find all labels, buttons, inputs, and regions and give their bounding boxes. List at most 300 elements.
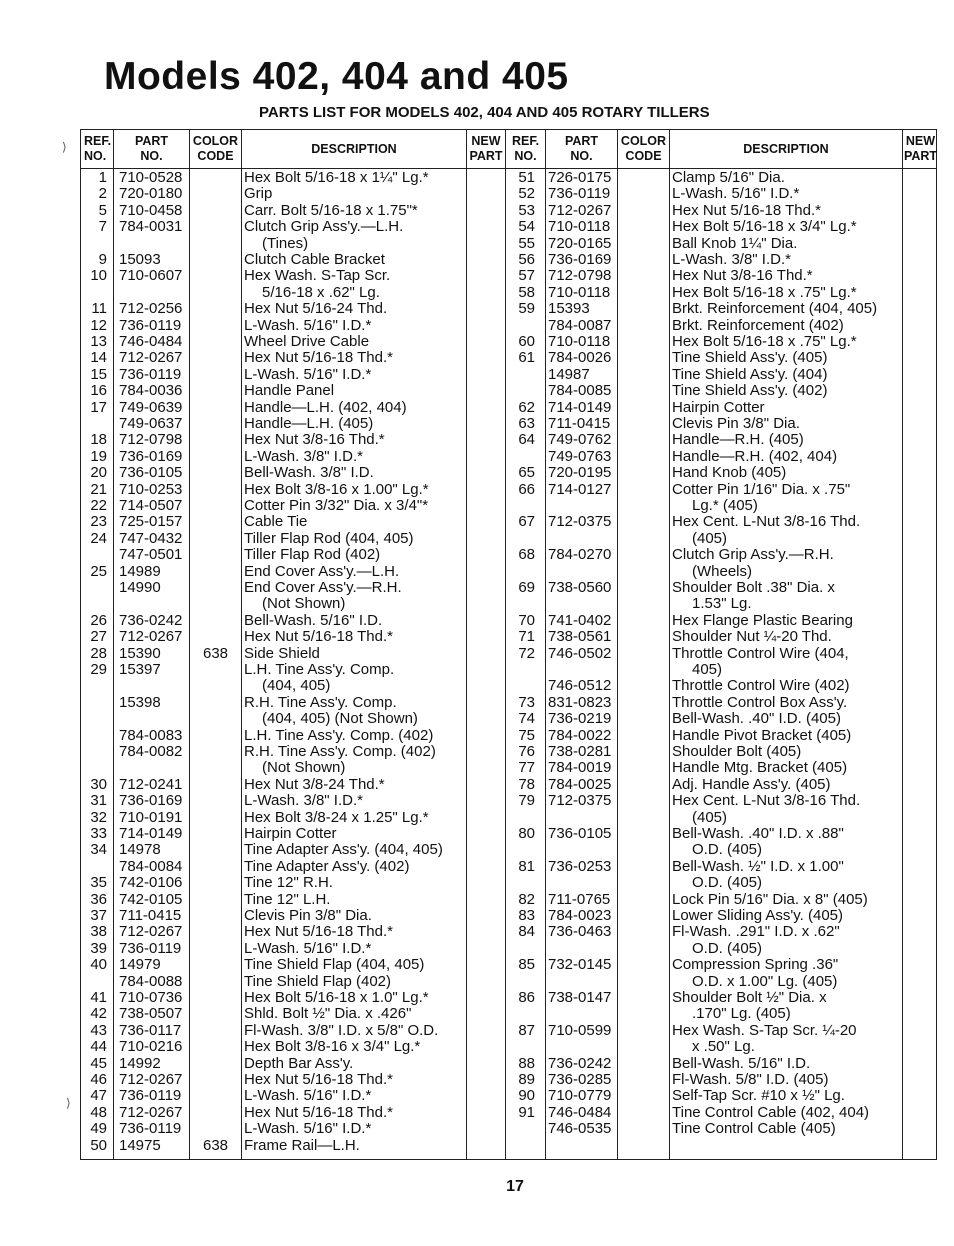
ref-number: 18: [90, 431, 107, 449]
table-row: [81, 482, 938, 498]
part-description: Clevis Pin 3/8" Dia.: [244, 907, 372, 924]
table-row: [81, 383, 938, 399]
ref-number: 22: [90, 497, 107, 514]
ref-number: 89: [518, 1071, 535, 1088]
table-row: [81, 318, 938, 334]
ref-number: 71: [518, 628, 535, 646]
part-description: Tine Shield Ass'y. (404): [672, 365, 828, 383]
header-divider: [81, 168, 936, 169]
part-description: Shoulder Bolt ½" Dia. x: [672, 989, 827, 1006]
ref-number: 47: [90, 1087, 107, 1105]
ref-number: 70: [518, 611, 535, 629]
ref-number: 30: [90, 775, 107, 793]
ref-number: 67: [518, 513, 535, 531]
ref-number: 72: [518, 644, 535, 662]
part-number: 749-0762: [548, 431, 612, 449]
part-number: 784-0088: [119, 972, 183, 990]
table-row: [81, 580, 938, 596]
ref-number: 58: [518, 283, 535, 301]
part-description: Tiller Flap Rod (404, 405): [244, 529, 414, 547]
ref-number: 83: [518, 907, 535, 924]
ref-number: 38: [90, 923, 107, 941]
part-number: 714-0127: [548, 480, 612, 498]
ref-number: 16: [90, 382, 107, 400]
ref-number: 85: [518, 956, 535, 974]
part-description: Tine Shield Flap (402): [244, 972, 392, 990]
table-row: [81, 170, 938, 186]
table-row: [81, 974, 938, 990]
part-description: Shoulder Bolt .38" Dia. x: [672, 579, 835, 596]
part-number: 736-0105: [119, 464, 183, 482]
part-number: 738-0147: [548, 989, 612, 1006]
part-number: 14989: [119, 562, 161, 580]
part-description: Hex Wash. S-Tap Scr.: [244, 267, 391, 285]
table-row: [81, 875, 938, 891]
part-description: Fl-Wash. .291" I.D. x .62": [672, 923, 840, 941]
ref-number: 28: [90, 644, 107, 662]
table-row: [81, 514, 938, 530]
part-description: Fl-Wash. 3/8" I.D. x 5/8" O.D.: [244, 1021, 439, 1039]
part-description: Hex Bolt 5/16-18 x 1.0" Lg.*: [244, 989, 429, 1006]
part-number: 712-0267: [119, 349, 183, 367]
part-description: Lock Pin 5/16" Dia. x 8" (405): [672, 890, 868, 908]
part-description: (405): [692, 808, 728, 826]
table-row: [81, 728, 938, 744]
ref-number: 56: [518, 251, 535, 268]
table-row: [81, 252, 938, 268]
part-number: 784-0084: [119, 857, 183, 875]
part-description: (405): [692, 529, 728, 547]
ref-number: 86: [518, 989, 535, 1006]
color-code: 638: [202, 1136, 229, 1154]
part-description: (404, 405) (Not Shown): [262, 710, 418, 728]
part-number: 15093: [119, 251, 161, 268]
part-number: 736-0119: [119, 1120, 182, 1138]
part-description: Lg.* (405): [692, 497, 758, 514]
part-description: Hex Bolt 5/16-18 x .75" Lg.*: [672, 283, 857, 301]
part-description: 1.53" Lg.: [692, 595, 752, 613]
part-number: 736-0117: [119, 1021, 182, 1039]
table-row: [81, 547, 938, 563]
table-row: [81, 1138, 938, 1154]
part-description: Shoulder Bolt (405): [672, 743, 802, 760]
part-number: 749-0639: [119, 398, 183, 416]
ref-number: 36: [90, 890, 107, 908]
part-description: Hex Nut 5/16-18 Thd.*: [244, 628, 393, 646]
part-description: Side Shield: [244, 644, 320, 662]
table-row: [81, 924, 938, 940]
table-row: [81, 957, 938, 973]
part-description: Tine Control Cable (405): [672, 1120, 836, 1138]
part-number: 736-0119: [119, 316, 182, 334]
table-row: [81, 1056, 938, 1072]
part-description: .170" Lg. (405): [692, 1005, 791, 1023]
part-description: L-Wash. 3/8" I.D.*: [244, 792, 363, 810]
part-number: 712-0798: [119, 431, 183, 449]
part-number: 736-0169: [119, 792, 183, 810]
ref-number: 63: [518, 415, 535, 432]
ref-number: 32: [90, 808, 107, 826]
header-new-part: NEW PART: [903, 134, 938, 163]
part-description: Tine Adapter Ass'y. (404, 405): [244, 841, 443, 859]
page-title: Models 402, 404 and 405: [104, 55, 569, 98]
table-row: [81, 892, 938, 908]
part-description: Wheel Drive Cable: [244, 333, 370, 350]
part-number: 736-0105: [548, 825, 612, 842]
ref-number: 69: [518, 579, 535, 596]
part-number: 15397: [119, 661, 161, 678]
part-number: 14987: [548, 365, 590, 383]
part-number: 741-0402: [548, 611, 612, 629]
part-description: Hex Bolt 3/8-24 x 1.25" Lg.*: [244, 808, 429, 826]
part-description: O.D. x 1.00" Lg. (405): [692, 972, 838, 990]
part-description: Hex Wash. S-Tap Scr. ¼-20: [672, 1021, 857, 1039]
part-number: 710-0253: [119, 480, 183, 498]
part-description: Hex Bolt 5/16-18 x 3/4" Lg.*: [672, 218, 857, 236]
ref-number: 11: [91, 300, 107, 318]
ref-number: 64: [518, 431, 535, 449]
part-description: O.D. (405): [692, 939, 763, 957]
part-number: 714-0149: [548, 398, 612, 416]
ref-number: 66: [518, 480, 535, 498]
part-description: Hex Nut 5/16-18 Thd.*: [244, 1071, 393, 1088]
part-number: 736-0119: [119, 1087, 182, 1105]
parts-table: [80, 129, 937, 1160]
part-description: Carr. Bolt 5/16-18 x 1.75"*: [244, 201, 418, 219]
part-description: Hairpin Cotter: [244, 825, 337, 842]
ref-number: 35: [90, 874, 107, 892]
part-description: Handle Panel: [244, 382, 335, 400]
ref-number: 91: [518, 1103, 535, 1121]
ref-number: 13: [90, 333, 107, 350]
part-description: Cotter Pin 3/32" Dia. x 3/4"*: [244, 497, 429, 514]
part-number: 784-0036: [119, 382, 183, 400]
ref-number: 88: [518, 1054, 535, 1072]
part-number: 710-0458: [119, 201, 183, 219]
ref-number: 68: [518, 546, 535, 564]
part-number: 736-0119: [119, 939, 182, 957]
part-number: 712-0375: [548, 513, 612, 531]
ref-number: 5: [98, 201, 107, 219]
part-number: 746-0502: [548, 644, 612, 662]
part-description: Bell-Wash. .40" I.D. x .88": [672, 825, 844, 842]
part-description: Hex Nut 3/8-16 Thd.*: [244, 431, 385, 449]
part-description: Lower Sliding Ass'y. (405): [672, 907, 843, 924]
part-description: Tiller Flap Rod (402): [244, 546, 381, 564]
ref-number: 31: [90, 792, 107, 810]
part-number: 736-0242: [119, 611, 183, 629]
ref-number: 20: [90, 464, 107, 482]
part-description: Shoulder Nut ¼-20 Thd.: [672, 628, 832, 646]
ref-number: 41: [90, 989, 107, 1006]
table-row: [81, 711, 938, 727]
table-row: [81, 908, 938, 924]
ref-number: 52: [518, 185, 535, 203]
header-part-no: PART NO.: [134, 134, 169, 163]
part-number: 746-0484: [548, 1103, 612, 1121]
part-description: L-Wash. 5/16" I.D.*: [244, 1120, 372, 1138]
ref-number: 1: [98, 169, 107, 186]
table-row: [81, 449, 938, 465]
ref-number: 48: [90, 1103, 107, 1121]
part-description: Handle Pivot Bracket (405): [672, 726, 852, 744]
ref-number: 73: [518, 693, 535, 711]
part-number: 784-0270: [548, 546, 612, 564]
part-number: 736-0285: [548, 1071, 612, 1088]
table-row: [81, 367, 938, 383]
part-number: 710-0118: [548, 283, 611, 301]
table-row: [81, 1039, 938, 1055]
part-description: Throttle Control Wire (402): [672, 677, 850, 695]
ref-number: 40: [90, 956, 107, 974]
ref-number: 14: [90, 349, 107, 367]
part-number: 712-0267: [119, 1103, 183, 1121]
part-description: 405): [692, 661, 723, 678]
part-description: Hex Nut 5/16-18 Thd.*: [244, 349, 393, 367]
part-number: 15398: [119, 693, 161, 711]
ref-number: 21: [90, 480, 107, 498]
part-description: Clamp 5/16" Dia.: [672, 169, 785, 186]
part-description: Brkt. Reinforcement (404, 405): [672, 300, 878, 318]
part-description: (Wheels): [692, 562, 753, 580]
ref-number: 55: [518, 234, 535, 252]
table-row: [81, 531, 938, 547]
part-number: 736-0119: [548, 185, 611, 203]
part-number: 747-0432: [119, 529, 183, 547]
part-number: 732-0145: [548, 956, 612, 974]
part-number: 714-0507: [119, 497, 183, 514]
ref-number: 12: [90, 316, 107, 334]
ref-number: 84: [518, 923, 535, 941]
part-description: Depth Bar Ass'y.: [244, 1054, 354, 1072]
part-description: 5/16-18 x .62" Lg.: [262, 283, 380, 301]
ref-number: 29: [90, 661, 107, 678]
part-description: Handle Mtg. Bracket (405): [672, 759, 848, 777]
part-description: Adj. Handle Ass'y. (405): [672, 775, 831, 793]
table-row: [81, 498, 938, 514]
part-description: x .50" Lg.: [692, 1038, 755, 1056]
part-number: 784-0085: [548, 382, 612, 400]
part-number: 710-0607: [119, 267, 183, 285]
ref-number: 45: [90, 1054, 107, 1072]
table-row: [81, 859, 938, 875]
part-number: 711-0415: [119, 907, 182, 924]
table-row: [81, 662, 938, 678]
table-row: [81, 285, 938, 301]
part-number: 15390: [119, 644, 161, 662]
part-number: 736-0119: [119, 365, 182, 383]
part-description: Tine Control Cable (402, 404): [672, 1103, 870, 1121]
part-number: 710-0599: [548, 1021, 612, 1039]
ref-number: 51: [518, 169, 535, 186]
part-description: End Cover Ass'y.—R.H.: [244, 579, 402, 596]
part-description: Hex Nut 5/16-18 Thd.*: [244, 923, 393, 941]
part-number: 710-0118: [548, 333, 611, 350]
part-description: Hex Cent. L-Nut 3/8-16 Thd.: [672, 792, 861, 810]
part-description: Hex Flange Plastic Bearing: [672, 611, 853, 629]
ref-number: 43: [90, 1021, 107, 1039]
part-number: 736-0253: [548, 857, 612, 875]
part-number: 712-0798: [548, 267, 612, 285]
ref-number: 79: [518, 792, 535, 810]
part-number: 712-0267: [119, 628, 183, 646]
part-description: Hex Bolt 3/8-16 x 1.00" Lg.*: [244, 480, 429, 498]
part-description: Hex Bolt 5/16-18 x 1¼" Lg.*: [244, 169, 429, 186]
part-number: 738-0561: [548, 628, 612, 646]
part-description: O.D. (405): [692, 841, 763, 859]
part-description: R.H. Tine Ass'y. Comp.: [244, 693, 397, 711]
part-number: 714-0149: [119, 825, 183, 842]
part-description: Clutch Grip Ass'y.—R.H.: [672, 546, 834, 564]
part-description: Tine Adapter Ass'y. (402): [244, 857, 410, 875]
ref-number: 62: [518, 398, 535, 416]
ref-number: 77: [518, 759, 535, 777]
part-number: 720-0180: [119, 185, 183, 203]
part-number: 746-0484: [119, 333, 183, 350]
part-number: 711-0415: [548, 415, 611, 432]
part-description: Bell-Wash. ½" I.D. x 1.00": [672, 857, 844, 875]
table-row: [81, 219, 938, 235]
part-description: Cable Tie: [244, 513, 308, 531]
part-description: Tine Shield Flap (404, 405): [244, 956, 425, 974]
part-number: 831-0823: [548, 693, 612, 711]
part-description: Clutch Grip Ass'y.—L.H.: [244, 218, 404, 236]
part-number: 749-0763: [548, 447, 612, 465]
part-number: 784-0031: [119, 218, 183, 236]
header-color-code: COLOR CODE: [192, 134, 239, 163]
part-number: 742-0105: [119, 890, 183, 908]
margin-mark: ⟩: [66, 1096, 71, 1110]
part-description: Hairpin Cotter: [672, 398, 765, 416]
part-number: 712-0241: [119, 775, 183, 793]
part-description: Hex Nut 5/16-18 Thd.*: [244, 1103, 393, 1121]
part-description: L-Wash. 3/8" I.D.*: [244, 447, 363, 465]
part-description: End Cover Ass'y.—L.H.: [244, 562, 400, 580]
part-description: Handle—R.H. (402, 404): [672, 447, 838, 465]
part-description: Hand Knob (405): [672, 464, 787, 482]
part-description: Throttle Control Box Ass'y.: [672, 693, 848, 711]
part-description: Clutch Cable Bracket: [244, 251, 385, 268]
part-number: 710-0779: [548, 1087, 612, 1105]
part-number: 742-0106: [119, 874, 183, 892]
part-description: Throttle Control Wire (404,: [672, 644, 849, 662]
ref-number: 37: [90, 907, 107, 924]
header-color-code: COLOR CODE: [620, 134, 667, 163]
ref-number: 33: [90, 825, 107, 842]
table-row: [81, 564, 938, 580]
part-number: 746-0512: [548, 677, 612, 695]
table-row: [81, 268, 938, 284]
table-row: [81, 465, 938, 481]
part-number: 736-0463: [548, 923, 612, 941]
table-row: [81, 1105, 938, 1121]
part-description: (Not Shown): [262, 595, 346, 613]
color-code: 638: [202, 644, 229, 662]
part-description: Tine Shield Ass'y. (405): [672, 349, 828, 367]
part-description: L-Wash. 5/16" I.D.*: [244, 316, 372, 334]
part-number: 736-0242: [548, 1054, 612, 1072]
part-number: 14975: [119, 1136, 161, 1154]
part-number: 712-0375: [548, 792, 612, 810]
table-row: [81, 744, 938, 760]
ref-number: 81: [518, 857, 535, 875]
part-description: Self-Tap Scr. #10 x ½" Lg.: [672, 1087, 845, 1105]
ref-number: 46: [90, 1071, 107, 1088]
part-description: Bell-Wash. .40" I.D. (405): [672, 710, 841, 728]
part-description: Hex Bolt 3/8-16 x 3/4" Lg.*: [244, 1038, 421, 1056]
part-description: Grip: [244, 185, 273, 203]
part-number: 14992: [119, 1054, 161, 1072]
part-description: (Tines): [262, 234, 309, 252]
ref-number: 7: [98, 218, 107, 236]
part-number: 15393: [548, 300, 590, 318]
ref-number: 87: [518, 1021, 535, 1039]
ref-number: 25: [90, 562, 107, 580]
ref-number: 44: [90, 1038, 107, 1056]
header-new-part: NEW PART: [469, 134, 503, 163]
table-row: [81, 1121, 938, 1137]
part-description: Compression Spring .36": [672, 956, 839, 974]
table-row: [81, 842, 938, 858]
ref-number: 27: [90, 628, 107, 646]
part-description: (404, 405): [262, 677, 331, 695]
ref-number: 10: [90, 267, 107, 285]
part-number: 736-0169: [119, 447, 183, 465]
ref-number: 15: [90, 365, 107, 383]
part-number: 747-0501: [119, 546, 183, 564]
part-description: Hex Bolt 5/16-18 x .75" Lg.*: [672, 333, 857, 350]
table-row: [81, 1072, 938, 1088]
part-description: L-Wash. 3/8" I.D.*: [672, 251, 791, 268]
part-number: 710-0216: [119, 1038, 183, 1056]
ref-number: 54: [518, 218, 535, 236]
part-number: 784-0082: [119, 743, 183, 760]
table-row: [81, 678, 938, 694]
part-number: 14978: [119, 841, 161, 859]
ref-number: 39: [90, 939, 107, 957]
ref-number: 49: [90, 1120, 107, 1138]
part-number: 784-0025: [548, 775, 612, 793]
ref-number: 34: [90, 841, 107, 859]
part-number: 736-0169: [548, 251, 612, 268]
ref-number: 57: [518, 267, 535, 285]
part-number: 712-0267: [548, 201, 612, 219]
part-description: Hex Nut 5/16-24 Thd.: [244, 300, 388, 318]
ref-number: 65: [518, 464, 535, 482]
part-number: 784-0087: [548, 316, 612, 334]
part-description: R.H. Tine Ass'y. Comp. (402): [244, 743, 436, 760]
part-description: L-Wash. 5/16" I.D.*: [672, 185, 800, 203]
part-description: O.D. (405): [692, 874, 763, 892]
part-number: 720-0165: [548, 234, 612, 252]
page-number: 17: [506, 1178, 524, 1195]
part-number: 749-0637: [119, 415, 183, 432]
ref-number: 2: [98, 185, 107, 203]
part-number: 712-0256: [119, 300, 183, 318]
part-description: Hex Cent. L-Nut 3/8-16 Thd.: [672, 513, 861, 531]
table-row: [81, 777, 938, 793]
ref-number: 61: [518, 349, 535, 367]
table-row: [81, 203, 938, 219]
table-row: [81, 810, 938, 826]
part-description: Tine Shield Ass'y. (402): [672, 382, 828, 400]
ref-number: 19: [90, 447, 107, 465]
table-row: [81, 236, 938, 252]
ref-number: 9: [98, 251, 107, 268]
ref-number: 60: [518, 333, 535, 350]
ref-number: 23: [90, 513, 107, 531]
part-description: Hex Nut 3/8-16 Thd.*: [672, 267, 813, 285]
